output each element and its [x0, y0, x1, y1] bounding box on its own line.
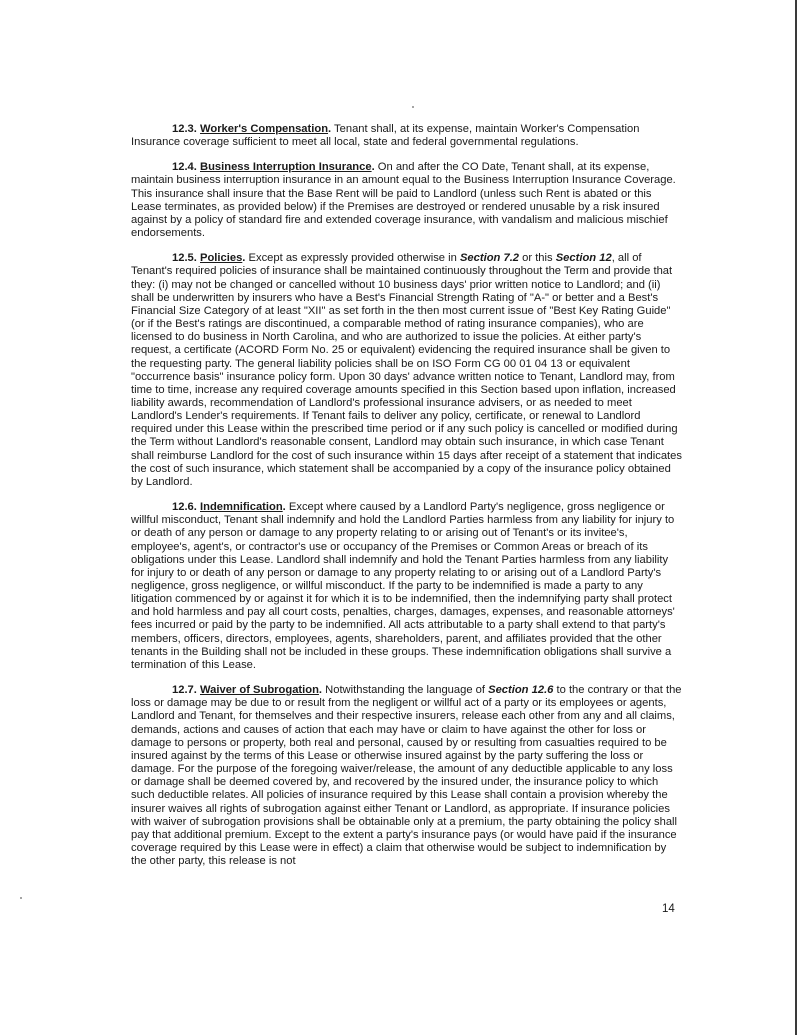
section-text: or this: [522, 252, 553, 265]
scan-speck: [412, 106, 414, 108]
section-number: 12.5.: [172, 252, 197, 265]
section-number: 12.4.: [172, 161, 197, 174]
section-reference: Section 12: [555, 252, 612, 265]
section-heading: Indemnification: [200, 501, 283, 514]
page-number: 14: [662, 903, 675, 915]
section-reference: Section 7.2: [459, 252, 520, 265]
section-12-5: 12.5. Policies. Except as expressly provided otherwise in Section 7.2 or this Section 12, all of Tenant's required policies of insurance shall be maintained continuously throughout the Term and provide that they: (i) may not be changed or cancelled without 10 business days' prior written notice to Landlord; and (ii) shall be underwritten by insurers who have a Best's Financial Strength Rating of "A-" or better and a Best's Financial Size Category of at least "XII" as set forth in the then most current issue of "Best Key Rating Guide" (or if the Best's ratings are discontinued, a comparable method of rating insurance companies), who are licensed to do business in North Carolina, and who are authorized to issue the policies. At either party's request, a certificate (ACORD Form No. 25 or equivalent) evidencing the required insurance shall be given to the requesting party. The general liability policies shall be on ISO Form CG 00 01 04 13 or equivalent "occurrence basis" insurance policy form. Upon 30 days' advance written notice to Tenant, Landlord may, from time to time, increase any required coverage amounts specified in this Section based upon inflation, increased liability awards, recommendation of Landlord's professional insurance advisers, or as needed to meet Landlord's Lender's requirements. If Tenant fails to deliver any policy, certificate, or renewal to Landlord required under this Lease within the prescribed time period or if any such policy is cancelled or modified during the Term without Landlord's reasonable consent, Landlord may obtain such insurance, in which case Tenant shall reimburse Landlord for the cost of such insurance within 15 days after receipt of a statement that indicates the cost of such insurance, which statement shall be accompanied by a copy of the insurance policy obtained by Landlord.: [131, 252, 682, 488]
section-number: 12.7.: [172, 684, 197, 697]
section-12-3: 12.3. Worker's Compensation. Tenant shall, at its expense, maintain Worker's Compensation Insurance coverage sufficient to meet all local, state and federal governmental regulations.: [131, 123, 640, 149]
section-text: Except as expressly provided otherwise in: [248, 252, 457, 265]
section-12-7: 12.7. Waiver of Subrogation. Notwithstanding the language of Section 12.6 to the contrary or that the loss or damage may be due to or result from the negligent or willful act of a party or its employees or agents, Landlord and Tenant, for themselves and their respective insurers, release each other from any and all claims, demands, actions and causes of action that each may have or claim to have against the other for loss or damage to persons or property, both real and personal, caused by or resulting from casualties required to be insured against by the terms of this Lease or otherwise insured against by the party suffering the loss or damage. For the purpose of the foregoing waiver/release, the amount of any deductible applicable to any loss or damage shall be deemed covered by, and recovered by the insured under, the insurance policy to which such deductible relates. All policies of insurance required by this Lease shall contain a provision whereby the insurer waives all rights of subrogation against either Tenant or Landlord, as appropriate. If insurance policies with waiver of subrogation provisions shall be obtainable only at a premium, the party obtaining the policy shall pay that additional premium. Except to the extent a party's insurance pays (or would have paid if the insurance coverage required by this Lease were in effect) a claim that otherwise would be subject to indemnification by the other party, this release is not: [131, 684, 682, 868]
section-text: Except where caused by a Landlord Party's negligence, gross negligence or willful misconduct, Tenant shall indemnify and hold the Landlord Parties harmless from any liability for injury to or death of any person or damage to any property relating to or arising out of Tenant's or its invitee's, employee's, agent's, or contractor's use or occupancy of the Premises or Common Areas or breach of its obligations under this Lease. Landlord shall indemnify and hold the Tenant Parties harmless from any liability for injury to or death of any person or damage to any property relating to or arising out of a Landlord Party's negligence, gross negligence, or willful misconduct. If the party to be indemnified is made a party to any litigation commenced by or against it for which it is to be indemnified, then the indemnifying party shall protect and hold harmless and pay all court costs, penalties, charges, damages, expenses, and reasonable attorneys' fees incurred or paid by the party to be indemnified. All acts attributable to a party shall extend to that party's members, officers, directors, employees, agents, shareholders, parent, and affiliates provided that the other tenants in the Building shall not be included in these groups. These indemnification obligations shall survive a termination of this Lease.: [131, 501, 675, 671]
section-heading: Worker's Compensation: [200, 123, 329, 135]
section-text: , all of Tenant's required policies of insurance shall be maintained continuously throughout the Term and provide that they: (i) may not be changed or cancelled without 10 business days' prior written notice to Landlord; and (ii) shall be underwritten by insurers who have a Best's Financial Strength Rating of "A-" or better and a Best's Financial Size Category of at least "XII" as set forth in the then most current issue of "Best Key Rating Guide" (or if the Best's ratings are discontinued, a comparable method of rating insurance companies), who are licensed to do business in North Carolina, and who are authorized to issue the policies. At either party's request, a certificate (ACORD Form No. 25 or equivalent) evidencing the required insurance shall be given to the requesting party. The general liability policies shall be on ISO Form CG 00 01 04 13 or equivalent "occurrence basis" insurance policy form. Upon 30 days' advance written notice to Tenant, Landlord may, from time to time, increase any required coverage amounts specified in this Section based upon inflation, increased liability awards, recommendation of Landlord's professional insurance advisers, or as needed to meet Landlord's Lender's requirements. If Tenant fails to deliver any policy, certificate, or renewal to Landlord required under this Lease within the prescribed time period or if any such policy is cancelled or modified during the Term without Landlord's reasonable consent, Landlord may obtain such insurance, in which case Tenant shall reimburse Landlord for the cost of such insurance within 15 days after receipt of a statement that indicates the cost of such insurance, which statement shall be accompanied by a copy of the insurance policy obtained by Landlord.: [131, 252, 682, 488]
section-text: to the contrary or that the loss or damage may be due to or result from the negligent or willful act of a party or its employees or agents, Landlord and Tenant, for themselves and their respective insurers, release each other from any and all claims, demands, actions and causes of action that each may have or claim to have against the other for loss or damage to persons or property, both real and personal, caused by or resulting from casualties required to be insured against by the terms of this Lease or otherwise insured against by the party suffering the loss or damage. For the purpose of the foregoing waiver/release, the amount of any deductible applicable to any loss or damage shall be deemed covered by, and recovered by the insured under, the insurance policy to which such deductible relates. All policies of insurance required by this Lease shall contain a provision whereby the insurer waives all rights of subrogation against either Tenant or Landlord, as appropriate. If insurance policies with waiver of subrogation provisions shall be obtainable only at a premium, the party obtaining the policy shall pay that additional premium. Except to the extent a party's insurance pays (or would have paid if the insurance coverage required by this Lease were in effect) a claim that otherwise would be subject to indemnification by the other party, this release is not: [131, 684, 682, 868]
section-12-4: 12.4. Business Interruption Insurance. On and after the CO Date, Tenant shall, at its expense, maintain business interruption insurance in an amount equal to the Business Interruption Insurance Coverage. This insurance shall insure that the Base Rent will be paid to Landlord (unless such Rent is abated or this Lease terminates, as provided below) if the Premises are destroyed or rendered unusable by a risk insured against by a policy of standard fire and extended coverage insurance, with vandalism and malicious mischief endorsements.: [131, 161, 676, 240]
section-reference: Section 12.6: [488, 684, 554, 697]
section-number: 12.3.: [172, 123, 197, 135]
scan-edge-line: [795, 0, 797, 1035]
section-heading: Business Interruption Insurance: [200, 161, 372, 174]
scan-speck: [20, 897, 22, 899]
section-12-6: 12.6. Indemnification. Except where caused by a Landlord Party's negligence, gross negligence or willful misconduct, Tenant shall indemnify and hold the Landlord Parties harmless from any liability for injury to or death of any person or damage to any property relating to or arising out of Tenant's or its invitee's, employee's, agent's, or contractor's use or occupancy of the Premises or Common Areas or breach of its obligations under this Lease. Landlord shall indemnify and hold the Tenant Parties harmless from any liability for injury to or death of any person or damage to any property relating to or arising out of a Landlord Party's negligence, gross negligence, or willful misconduct. If the party to be indemnified is made a party to any litigation commenced by or against it for which it is to be indemnified, then the indemnifying party shall protect and hold harmless and pay all court costs, penalties, charges, damages, expenses, and reasonable attorneys' fees incurred or paid by the party to be indemnified. All acts attributable to a party shall extend to that party's members, officers, directors, employees, agents, shareholders, parent, and affiliates provided that the other tenants in the Building shall not be included in these groups. These indemnification obligations shall survive a termination of this Lease.: [131, 501, 675, 671]
section-text: On and after the CO Date, Tenant shall, at its expense, maintain business interruption insurance in an amount equal to the Business Interruption Insurance Coverage. This insurance shall insure that the Base Rent will be paid to Landlord (unless such Rent is abated or this Lease terminates, as provided below) if the Premises are destroyed or rendered unusable by a risk insured against by a policy of standard fire and extended coverage insurance, with vandalism and malicious mischief endorsements.: [131, 161, 676, 240]
section-heading: Waiver of Subrogation: [200, 684, 319, 697]
section-text: Notwithstanding the language of: [325, 684, 485, 697]
section-number: 12.6.: [172, 501, 197, 514]
document-body: [131, 123, 682, 880]
section-heading: Policies: [200, 252, 243, 265]
section-text: Tenant shall, at its expense, maintain Worker's Compensation Insurance coverage sufficient to meet all local, state and federal governmental regulations.: [131, 123, 640, 149]
